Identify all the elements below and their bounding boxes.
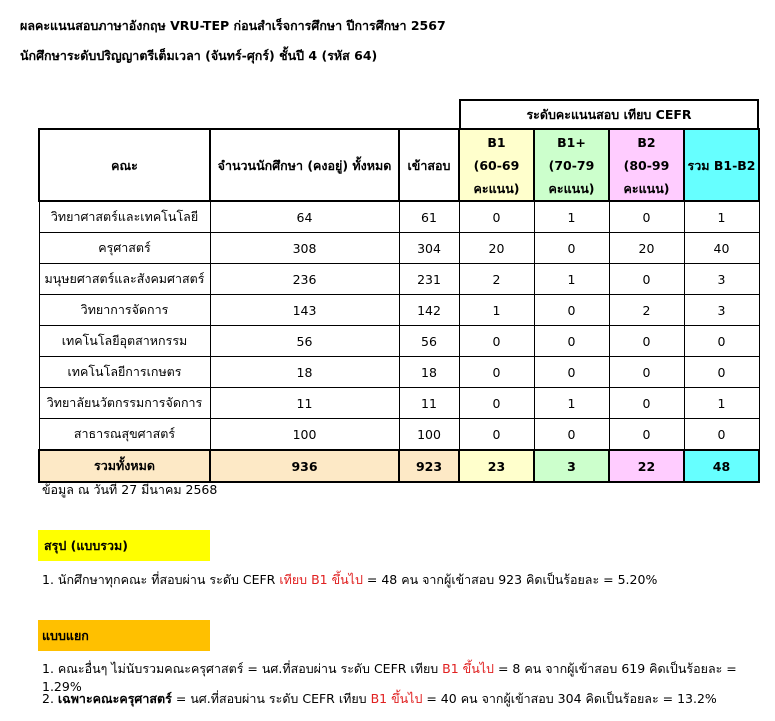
cell-students: 56 [210,326,399,357]
page-subtitle: นักศึกษาระดับปริญญาตรีเต็มเวลา (จันทร์-ศุกร์) ชั้นปี 4 (รหัส 64) [20,48,378,63]
table-row [39,233,759,264]
table-row [39,264,759,295]
table-header-row [39,129,759,201]
separate-line-2-bold: เฉพาะคณะครุศาสตร์ [57,691,172,706]
cell-faculty: วิทยาการจัดการ [39,295,210,326]
results-table [38,128,760,483]
cell-b1plus: 1 [534,264,609,295]
separate-line-1-text-a: 1. คณะอื่นๆ ไม่นับรวมคณะครุศาสตร์ = นศ.ที่สอบผ่าน ระดับ CEFR เทียบ [42,661,443,676]
table-row [39,295,759,326]
cefr-group-header: ระดับคะแนนสอบ เทียบ CEFR [459,99,759,129]
cell-faculty: วิทยาลัยนวัตกรรมการจัดการ [39,388,210,419]
cell-students: 100 [210,419,399,451]
cell-students: 143 [210,295,399,326]
header-total-b1-b2: รวม B1-B2 [684,129,759,201]
summary-line-1 [42,570,657,590]
cell-b1: 0 [459,357,534,388]
header-b1-level: B1 [487,134,506,150]
cell-faculty: ครุศาสตร์ [39,233,210,264]
separate-heading: แบบแยก [38,620,210,651]
total-row [39,450,759,482]
cell-b1plus: 1 [534,388,609,419]
summary-line-1-text-a: 1. นักศึกษาทุกคณะ ที่สอบผ่าน ระดับ CEFR [42,572,280,587]
cell-b1plus: 1 [534,201,609,233]
cell-total: 3 [684,295,759,326]
page-title: ผลคะแนนสอบภาษาอังกฤษ VRU-TEP ก่อนสำเร็จการศึกษา ปีการศึกษา 2567 [20,18,446,33]
separate-line-1-highlight: B1 ขึ้นไป [442,661,494,676]
header-b1plus-unit: คะแนน) [548,180,595,196]
cell-faculty: มนุษยศาสตร์และสังคมศาสตร์ [39,264,210,295]
header-b1 [459,129,534,201]
header-b1-unit: คะแนน) [473,180,520,196]
header-attended: เข้าสอบ [399,129,459,201]
cell-students: 18 [210,357,399,388]
total-students: 936 [210,450,399,482]
cell-b1plus: 0 [534,357,609,388]
header-b1plus-range: (70-79 [548,157,595,173]
total-b2: 22 [609,450,684,482]
cell-b2: 0 [609,388,684,419]
cell-total: 40 [684,233,759,264]
table-row [39,419,759,451]
total-b1: 23 [459,450,534,482]
cell-b2: 0 [609,264,684,295]
cell-b1: 0 [459,388,534,419]
cell-total: 3 [684,264,759,295]
header-faculty: คณะ [39,129,210,201]
cell-b1: 0 [459,201,534,233]
cell-attended: 61 [399,201,459,233]
cell-attended: 18 [399,357,459,388]
separate-line-2-text-b: = 40 คน จากผู้เข้าสอบ 304 คิดเป็นร้อยละ = 13.2% [422,691,717,706]
cell-b1plus: 0 [534,295,609,326]
total-label: รวมทั้งหมด [39,450,210,482]
cell-b1: 20 [459,233,534,264]
cell-faculty: เทคโนโลยีการเกษตร [39,357,210,388]
cell-attended: 304 [399,233,459,264]
cell-faculty: สาธารณสุขศาสตร์ [39,419,210,451]
cell-attended: 142 [399,295,459,326]
table-row [39,201,759,233]
data-date-note: ข้อมูล ณ วันที่ 27 มีนาคม 2568 [42,482,218,497]
separate-line-2-highlight: B1 ขึ้นไป [370,691,423,706]
table-row [39,388,759,419]
cell-b1plus: 0 [534,233,609,264]
cell-attended: 56 [399,326,459,357]
cell-attended: 231 [399,264,459,295]
header-b1plus-level: B1+ [557,134,586,150]
cell-attended: 100 [399,419,459,451]
cell-b2: 0 [609,357,684,388]
cell-students: 236 [210,264,399,295]
separate-line-2-text-a: = นศ.ที่สอบผ่าน ระดับ CEFR เทียบ [171,691,371,706]
cell-total: 1 [684,388,759,419]
separate-line-2 [42,689,717,709]
cell-b1plus: 0 [534,326,609,357]
summary-line-1-text-b: = 48 คน จากผู้เข้าสอบ 923 คิดเป็นร้อยละ = 5.20% [362,572,658,587]
total-attended: 923 [399,450,459,482]
cell-b1: 2 [459,264,534,295]
cell-students: 308 [210,233,399,264]
cell-faculty: วิทยาศาสตร์และเทคโนโลยี [39,201,210,233]
header-b2-range: (80-99 [623,157,670,173]
total-b1plus: 3 [534,450,609,482]
header-b1-range: (60-69 [473,157,520,173]
summary-heading: สรุป (แบบรวม) [38,530,210,561]
separate-line-2-number: 2. [42,691,58,706]
cell-total: 0 [684,326,759,357]
cell-b2: 2 [609,295,684,326]
cell-b2: 20 [609,233,684,264]
summary-line-1-highlight: เทียบ B1 ขึ้นไป [279,572,363,587]
header-students: จำนวนนักศึกษา (คงอยู่) ทั้งหมด [210,129,399,201]
cell-b1: 0 [459,419,534,451]
cell-students: 64 [210,201,399,233]
total-b1-b2: 48 [684,450,759,482]
cell-attended: 11 [399,388,459,419]
header-b1plus [534,129,609,201]
cell-b1plus: 0 [534,419,609,451]
cell-faculty: เทคโนโลยีอุตสาหกรรม [39,326,210,357]
cell-b1: 0 [459,326,534,357]
separate-line-1-text-b: = 8 คน จากผู้เข้าสอบ 619 คิดเป็นร้อยละ = 1.29% [42,661,737,694]
header-b2-level: B2 [637,134,656,150]
header-b2 [609,129,684,201]
cell-b1: 1 [459,295,534,326]
cell-students: 11 [210,388,399,419]
cell-b2: 0 [609,419,684,451]
cell-total: 1 [684,201,759,233]
cell-b2: 0 [609,326,684,357]
cell-total: 0 [684,357,759,388]
cell-b2: 0 [609,201,684,233]
table-row [39,326,759,357]
header-b2-unit: คะแนน) [623,180,670,196]
cell-total: 0 [684,419,759,451]
table-row [39,357,759,388]
